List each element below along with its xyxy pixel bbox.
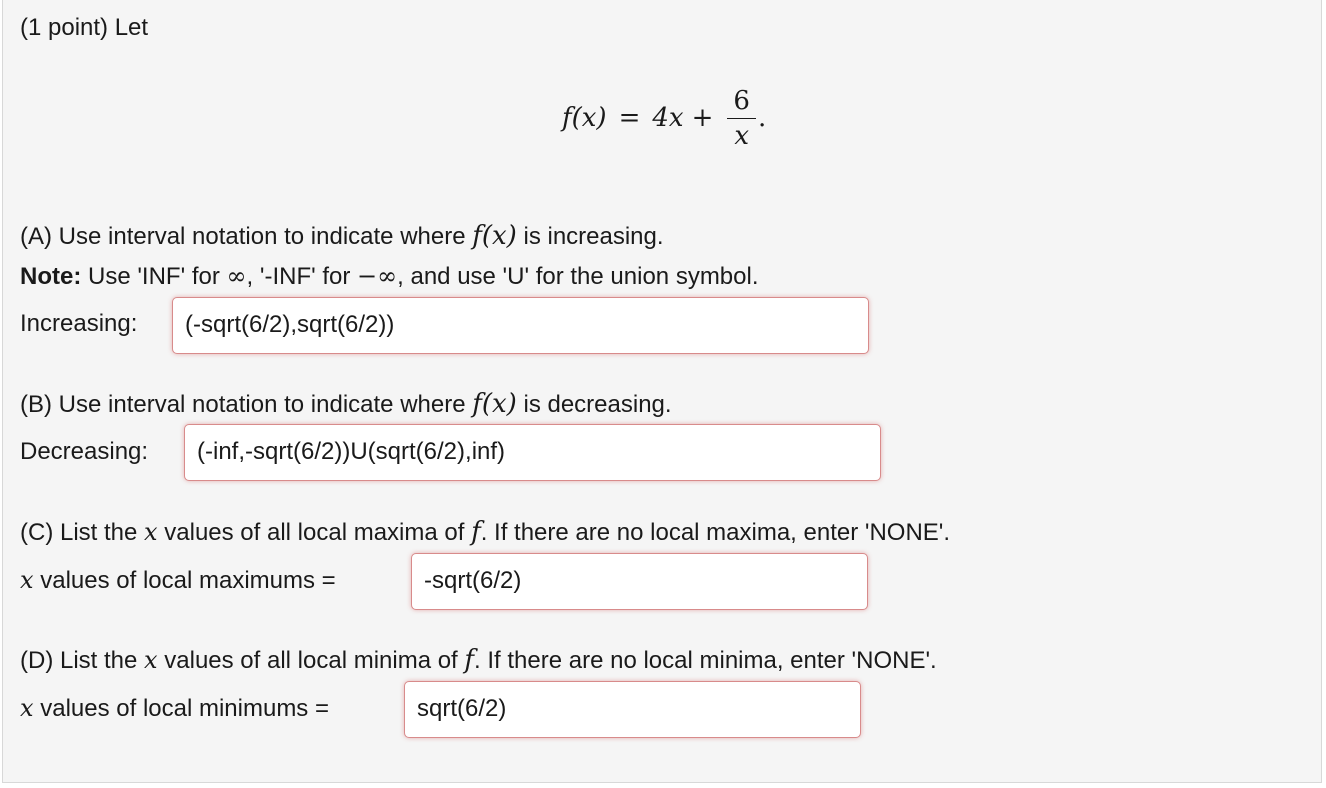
- part-c-text-2: values of all local maxima of: [164, 519, 465, 546]
- part-d-f: f: [464, 645, 475, 675]
- formula-lhs: f(x): [562, 103, 607, 133]
- note-text-1: Use 'INF' for: [88, 263, 220, 290]
- infinity-symbol: ∞: [226, 262, 247, 290]
- note-label: Note:: [20, 263, 82, 290]
- part-a-text-after: is increasing.: [523, 223, 664, 250]
- part-a-text-before: (A) Use interval notation to indicate where: [20, 223, 466, 250]
- part-c-x: x: [144, 518, 158, 546]
- formula-term: 4x: [652, 103, 684, 133]
- part-b-text-after: is decreasing.: [523, 391, 672, 418]
- formula-equals: =: [618, 103, 641, 133]
- part-d-x: x: [144, 646, 158, 674]
- fraction-numerator: 6: [727, 84, 756, 119]
- neg-infinity-symbol: −∞: [357, 262, 398, 290]
- part-d-text-3: . If there are no local minima, enter 'NONE'.: [474, 647, 937, 674]
- part-c-text-3: . If there are no local maxima, enter 'NONE'.: [480, 519, 951, 546]
- local-max-x: x: [20, 566, 34, 594]
- formula-period: .: [757, 103, 767, 133]
- local-min-label: [20, 693, 329, 724]
- decreasing-label: Decreasing:: [20, 438, 149, 465]
- local-min-label-text: values of local minimums =: [40, 695, 329, 722]
- part-c-f: f: [471, 517, 481, 547]
- part-a-question: [20, 221, 664, 252]
- function-formula: [562, 78, 766, 158]
- local-max-label: [20, 565, 336, 596]
- formula-plus: +: [691, 103, 714, 133]
- note-text-3: , and use 'U' for the union symbol.: [397, 263, 759, 290]
- note-text-2: , '-INF' for: [246, 263, 351, 290]
- part-a-math: f(x): [472, 221, 517, 251]
- local-min-x: x: [20, 694, 34, 722]
- part-c-question: [20, 517, 950, 548]
- local-max-answer-input[interactable]: -sqrt(6/2): [411, 553, 868, 610]
- local-max-label-text: values of local maximums =: [40, 567, 336, 594]
- part-b-math: f(x): [472, 389, 517, 419]
- part-c-text-1: (C) List the: [20, 519, 138, 546]
- increasing-answer-input[interactable]: (-sqrt(6/2),sqrt(6/2)): [172, 297, 869, 354]
- part-d-text-2: values of all local minima of: [164, 647, 458, 674]
- fraction-denominator: x: [734, 120, 749, 151]
- decreasing-answer-input[interactable]: (-inf,-sqrt(6/2))U(sqrt(6/2),inf): [184, 424, 881, 481]
- increasing-label: Increasing:: [20, 310, 138, 337]
- part-b-text-before: (B) Use interval notation to indicate where: [20, 391, 466, 418]
- part-a-note: [20, 261, 759, 292]
- part-b-question: [20, 389, 672, 420]
- problem-header: (1 point) Let: [20, 14, 149, 41]
- local-min-answer-input[interactable]: sqrt(6/2): [404, 681, 861, 738]
- formula-fraction: [727, 84, 756, 153]
- part-d-question: [20, 645, 937, 676]
- part-d-text-1: (D) List the: [20, 647, 138, 674]
